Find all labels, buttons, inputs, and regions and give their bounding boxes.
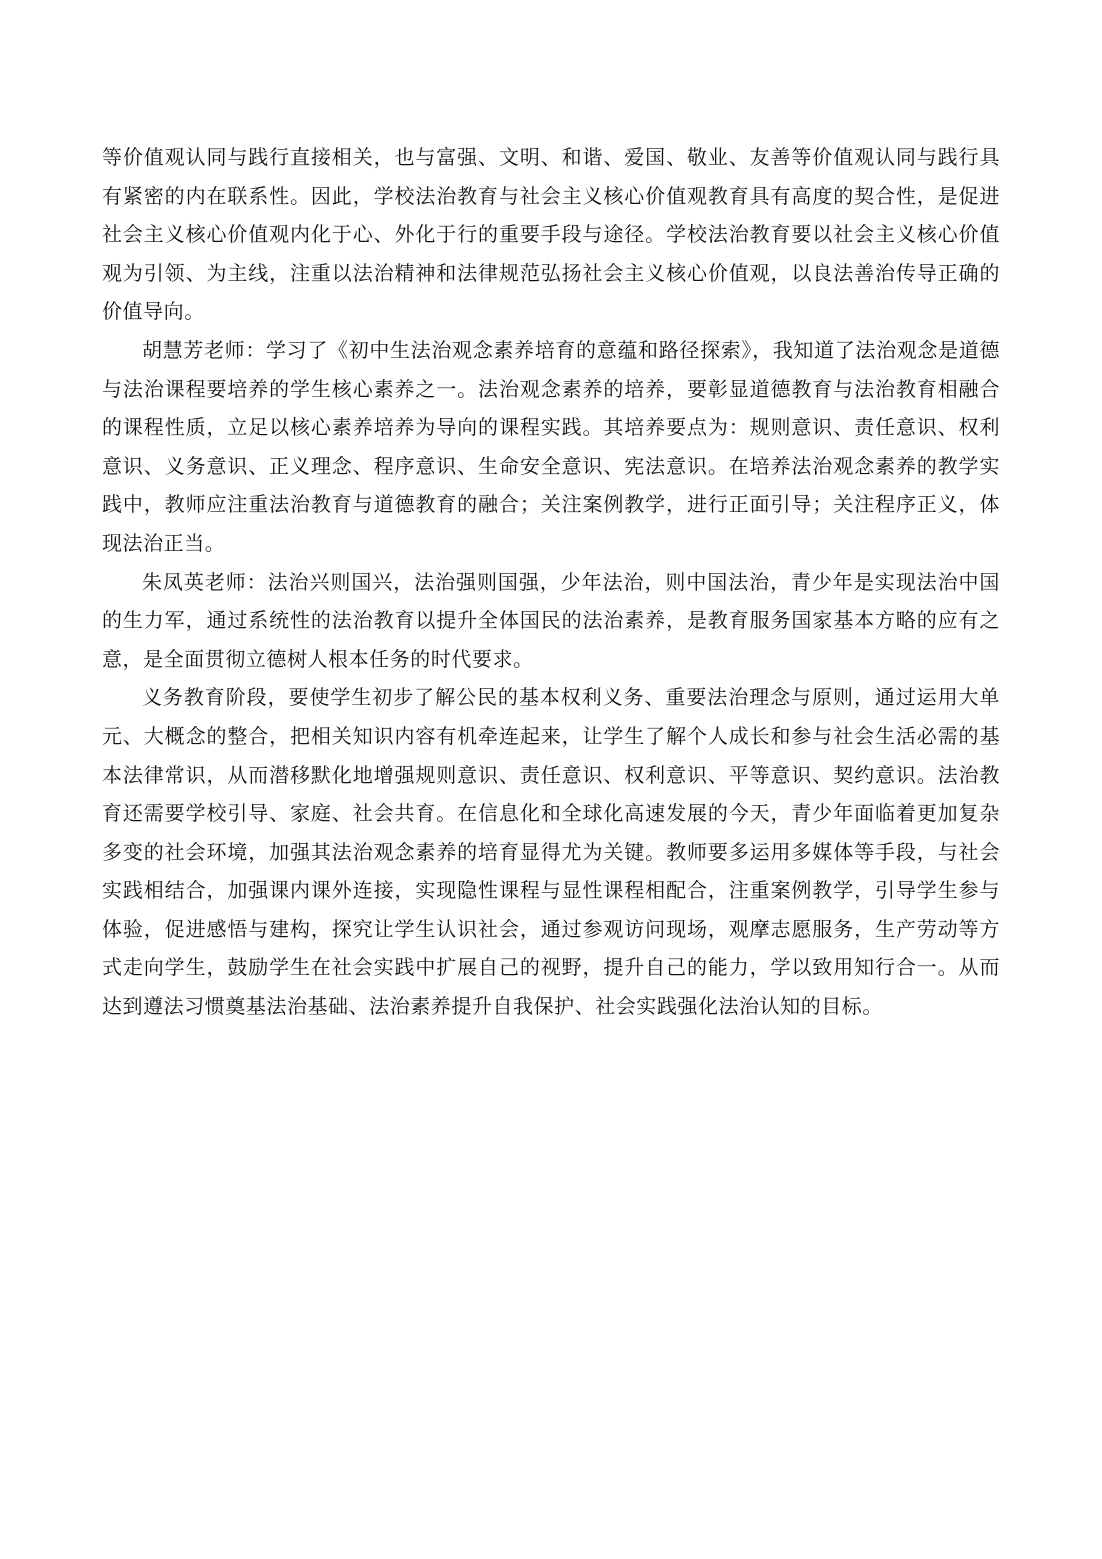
paragraph-zhu-fengying: 朱凤英老师：法治兴则国兴，法治强则国强，少年法治，则中国法治，青少年是实现法治中国的生力军，通过系统性的法治教育以提升全体国民的法治素养，是教育服务国家基本方略的应有之意，是全面贯彻立德树人根本任务的时代要求。: [102, 569, 1000, 671]
paragraph-compulsory-education: 义务教育阶段，要使学生初步了解公民的基本权利义务、重要法治理念与原则，通过运用大单元、大概念的整合，把相关知识内容有机牵连起来，让学生了解个人成长和参与社会生活必需的基本法律常识，从而潜移默化地增强规则意识、责任意识、权利意识、平等意识、契约意识。法治教育还需要学校引导、家庭、社会共育。在信息化和全球化高速发展的今天，青少年面临着更加复杂多变的社会环境，加强其法治观念素养的培育显得尤为关键。教师要多运用多媒体等手段，与社会实践相结合，加强课内课外连接，实现隐性课程与显性课程相配合，注重案例教学，引导学生参与体验，促进感悟与建构，探究让学生认识社会，通过参观访问现场，观摩志愿服务，生产劳动等方式走向学生，鼓励学生在社会实践中扩展自己的视野，提升自己的能力，学以致用知行合一。从而达到遵法习惯奠基法治基础、法治素养提升自我保护、社会实践强化法治认知的目标。: [102, 685, 1000, 1019]
document-body: [102, 138, 1000, 1026]
paragraph-hu-huifang: 胡慧芳老师：学习了《初中生法治观念素养培育的意蕴和路径探索》，我知道了法治观念是道德与法治课程要培养的学生核心素养之一。法治观念素养的培养，要彰显道德教育与法治教育相融合的课程性质，立足以核心素养培养为导向的课程实践。其培养要点为：规则意识、责任意识、权利意识、义务意识、正义理念、程序意识、生命安全意识、宪法意识。在培养法治观念素养的教学实践中，教师应注重法治教育与道德教育的融合；关注案例教学，进行正面引导；关注程序正义，体现法治正当。: [102, 337, 1000, 555]
paragraph-continuation: 等价值观认同与践行直接相关，也与富强、文明、和谐、爱国、敬业、友善等价值观认同与践行具有紧密的内在联系性。因此，学校法治教育与社会主义核心价值观教育具有高度的契合性，是促进社会主义核心价值观内化于心、外化于行的重要手段与途径。学校法治教育要以社会主义核心价值观为引领、为主线，注重以法治精神和法律规范弘扬社会主义核心价值观，以良法善治传导正确的价值导向。: [102, 145, 1000, 324]
